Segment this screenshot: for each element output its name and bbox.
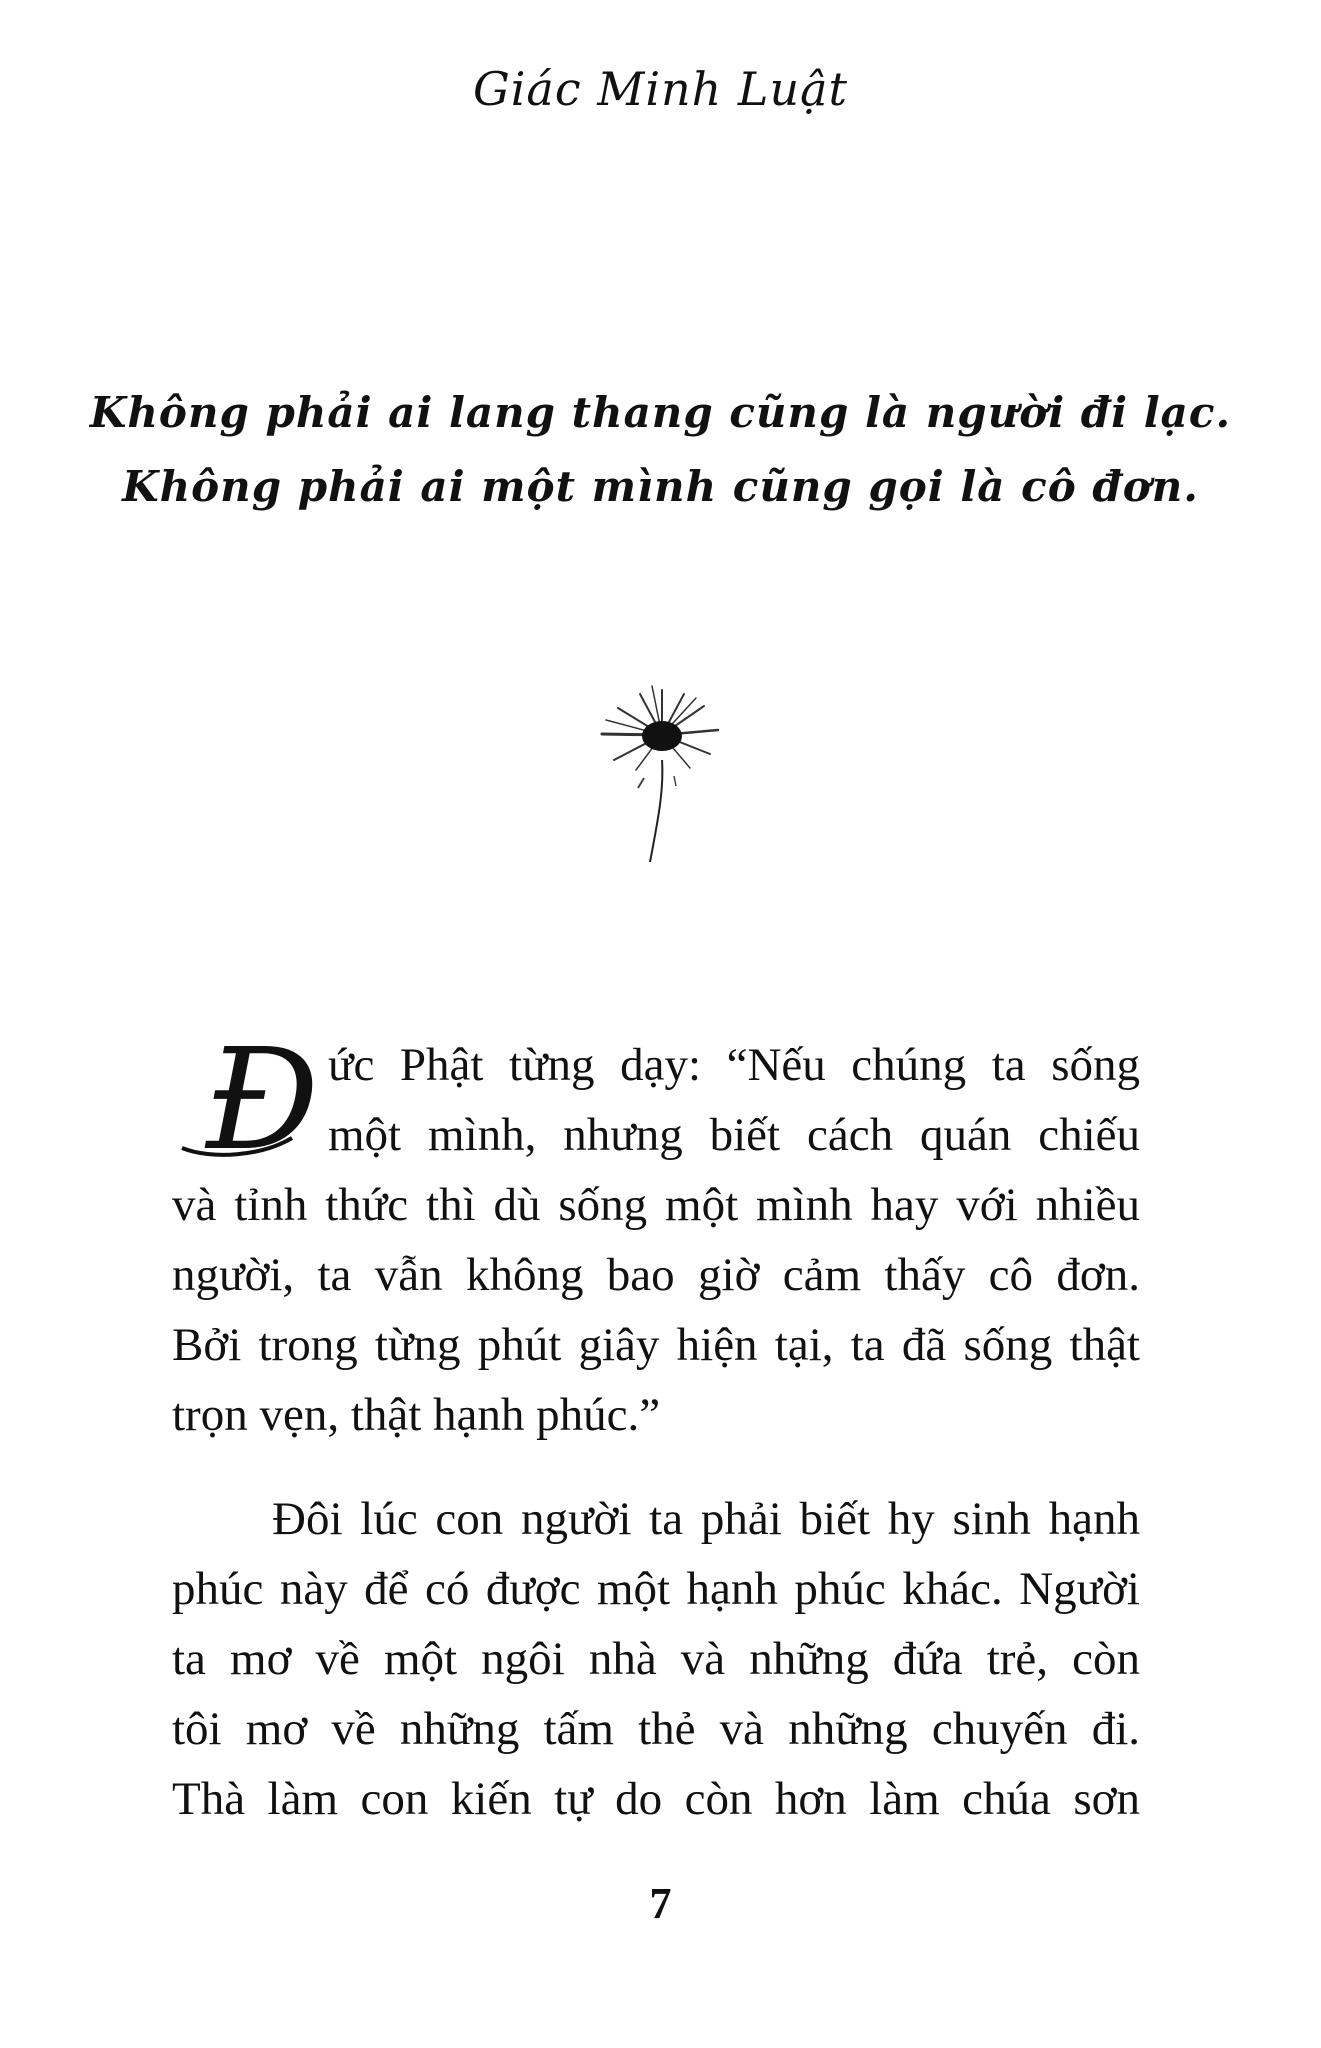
paragraph-2-line-1: Đôi lúc con người ta phải biết hy sinh hạnh bbox=[272, 1493, 1140, 1545]
epigraph-line-1: Không phải ai lang thang cũng là người đi lạc. bbox=[89, 388, 1232, 437]
svg-text:Đ: Đ bbox=[206, 1030, 319, 1170]
paragraph-1-line-6: trọn vẹn, thật hạnh phúc.” bbox=[172, 1389, 661, 1441]
running-header: Giác Minh Luật bbox=[472, 62, 849, 116]
paragraph-1-line-2: một mình, nhưng biết cách quán chiếu bbox=[328, 1109, 1140, 1161]
paragraph-1-line-5: Bởi trong từng phút giây hiện tại, ta đã sống thật bbox=[172, 1319, 1140, 1371]
epigraph-line-2: Không phải ai một mình cũng gọi là cô đơn. bbox=[122, 462, 1199, 511]
paragraph-2 bbox=[172, 1484, 1140, 1834]
paragraph-2-line-5: Thà làm con kiến tự do còn hơn làm chúa sơn bbox=[172, 1773, 1140, 1825]
paragraph-2-line-4: tôi mơ về những tấm thẻ và những chuyến đi. bbox=[172, 1703, 1140, 1755]
paragraph-2-line-3: ta mơ về một ngôi nhà và những đứa trẻ, còn bbox=[172, 1633, 1140, 1685]
page-number: 7 bbox=[649, 1879, 672, 1928]
paragraph-1-line-3: và tỉnh thức thì dù sống một mình hay với nhiều bbox=[172, 1179, 1140, 1231]
paragraph-1 bbox=[172, 1030, 1140, 1450]
daisy-flower-icon bbox=[592, 680, 732, 870]
paragraph-1-line-1: ức Phật từng dạy: “Nếu chúng ta sống bbox=[328, 1039, 1140, 1091]
paragraph-2-line-2: phúc này để có được một hạnh phúc khác. Người bbox=[172, 1563, 1140, 1615]
paragraph-1-line-4: người, ta vẫn không bao giờ cảm thấy cô đơn. bbox=[172, 1249, 1140, 1301]
dropcap-letter-d bbox=[172, 1030, 322, 1170]
